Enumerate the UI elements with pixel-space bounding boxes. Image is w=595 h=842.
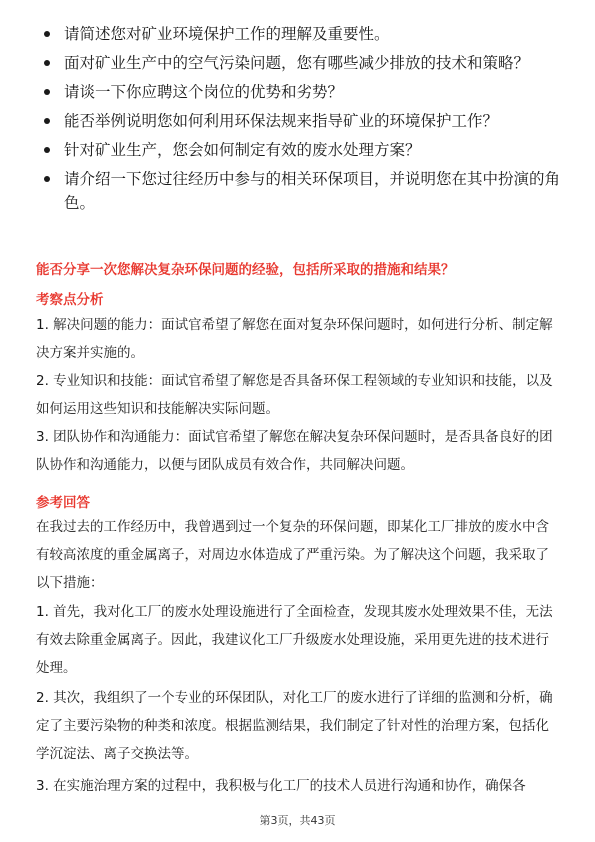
list-item: 请谈一下你应聘这个岗位的优势和劣势？ bbox=[40, 80, 560, 104]
list-item: 针对矿业生产，您会如何制定有效的废水处理方案？ bbox=[40, 138, 560, 162]
bullet-icon bbox=[44, 89, 50, 95]
bullet-icon bbox=[44, 118, 50, 124]
bullet-icon bbox=[44, 31, 50, 37]
question-list bbox=[40, 22, 560, 220]
answer-paragraph: 在我过去的工作经历中，我曾遇到过一个复杂的环保问题，即某化工厂排放的废水中含有较高浓度的重金属离子，对周边水体造成了严重污染。为了解决这个问题，我采取了以下措施： bbox=[36, 519, 549, 591]
bullet-icon bbox=[44, 147, 50, 153]
answer-paragraph: 2. 其次，我组织了一个专业的环保团队，对化工厂的废水进行了详细的监测和分析，确定了主要污染物的种类和浓度。根据监测结果，我们制定了针对性的治理方案，包括化学沉淀法、离子交换法等。 bbox=[36, 690, 553, 762]
list-item: 能否举例说明您如何利用环保法规来指导矿业的环境保护工作？ bbox=[40, 109, 560, 133]
question-heading: 能否分享一次您解决复杂环保问题的经验，包括所采取的措施和结果？ bbox=[36, 262, 455, 278]
list-item: 请介绍一下您过往经历中参与的相关环保项目，并说明您在其中扮演的角色。 bbox=[40, 167, 560, 215]
answer-paragraph: 3. 在实施治理方案的过程中，我积极与化工厂的技术人员进行沟通和协作，确保各 bbox=[36, 778, 526, 794]
answer-paragraph: 1. 首先，我对化工厂的废水处理设施进行了全面检查，发现其废水处理效果不佳，无法有效去除重金属离子。因此，我建议化工厂升级废水处理设施，采用更先进的技术进行处理。 bbox=[36, 604, 553, 676]
analysis-point: 2. 专业知识和技能：面试官希望了解您是否具备环保工程领域的专业知识和技能，以及如何运用这些知识和技能解决实际问题。 bbox=[36, 373, 553, 417]
answer-heading: 参考回答 bbox=[36, 495, 90, 511]
analysis-heading: 考察点分析 bbox=[36, 292, 104, 308]
bullet-icon bbox=[44, 176, 50, 182]
analysis-point: 3. 团队协作和沟通能力：面试官希望了解您在解决复杂环保问题时，是否具备良好的团队协作和沟通能力，以便与团队成员有效合作，共同解决问题。 bbox=[36, 429, 553, 473]
page-number: 第3页，共43页 bbox=[259, 814, 336, 827]
bullet-icon bbox=[44, 60, 50, 66]
list-item: 请简述您对矿业环境保护工作的理解及重要性。 bbox=[40, 22, 560, 46]
analysis-point: 1. 解决问题的能力：面试官希望了解您在面对复杂环保问题时，如何进行分析、制定解决方案并实施的。 bbox=[36, 317, 553, 361]
list-item: 面对矿业生产中的空气污染问题，您有哪些减少排放的技术和策略？ bbox=[40, 51, 560, 75]
